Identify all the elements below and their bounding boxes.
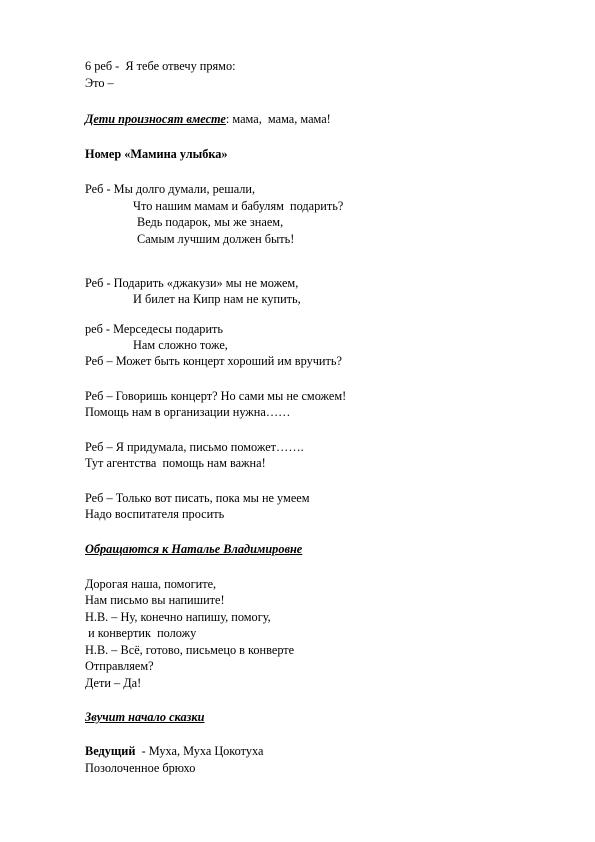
stage-direction: Звучит начало сказки (85, 710, 205, 724)
text-line: Ведь подарок, мы же знаем, (137, 215, 284, 229)
text-line: И билет на Кипр нам не купить, (133, 292, 301, 306)
text-line: Реб – Я придумала, письмо поможет……. (85, 440, 304, 454)
text-line: Реб - Мы долго думали, решали, (85, 182, 256, 196)
text-line: Дорогая наша, помогите, (85, 577, 217, 591)
speaker-label: Ведущий (85, 744, 136, 758)
text-line (85, 743, 263, 760)
text-line: Нам сложно тоже, (133, 338, 228, 352)
stage-direction: Дети произносят вместе (85, 112, 226, 126)
text-line: Это – (85, 76, 114, 90)
text-line: Н.В. – Всё, готово, письмецо в конверте (85, 643, 295, 657)
text-line: реб - Мерседесы подарить (85, 322, 224, 336)
text-line: Что нашим мамам и бабулям подарить? (133, 199, 344, 213)
text-line: Самым лучшим должен быть! (137, 232, 295, 246)
text-line: Отправляем? (85, 659, 154, 673)
text-line: Реб – Может быть концерт хороший им вручить? (85, 354, 342, 368)
text-line: Надо воспитателя просить (85, 507, 225, 521)
text-span: : мама, мама, мама! (225, 112, 331, 126)
text-line: Н.В. – Ну, конечно напишу, помогу, (85, 610, 271, 624)
text-span: - Муха, Муха Цокотуха (135, 744, 264, 758)
text-line: и конвертик положу (85, 626, 197, 640)
text-line: Позолоченное брюхо (85, 761, 196, 775)
text-line: Помощь нам в организации нужна…… (85, 405, 291, 419)
stage-direction: Обращаются к Наталье Владимировне (85, 542, 303, 556)
text-line (85, 111, 331, 128)
text-line: Дети – Да! (85, 676, 142, 690)
text-line: Реб – Только вот писать, пока мы не умеем (85, 491, 310, 505)
text-line: Реб - Подарить «джакузи» мы не можем, (85, 276, 299, 290)
text-line: 6 реб - Я тебе отвечу прямо: (85, 59, 236, 73)
section-heading: Номер «Мамина улыбка» (85, 147, 228, 161)
text-line: Тут агентства помощь нам важна! (85, 456, 266, 470)
text-line: Реб – Говоришь концерт? Но сами мы не сможем! (85, 389, 347, 403)
text-line: Нам письмо вы напишите! (85, 593, 225, 607)
